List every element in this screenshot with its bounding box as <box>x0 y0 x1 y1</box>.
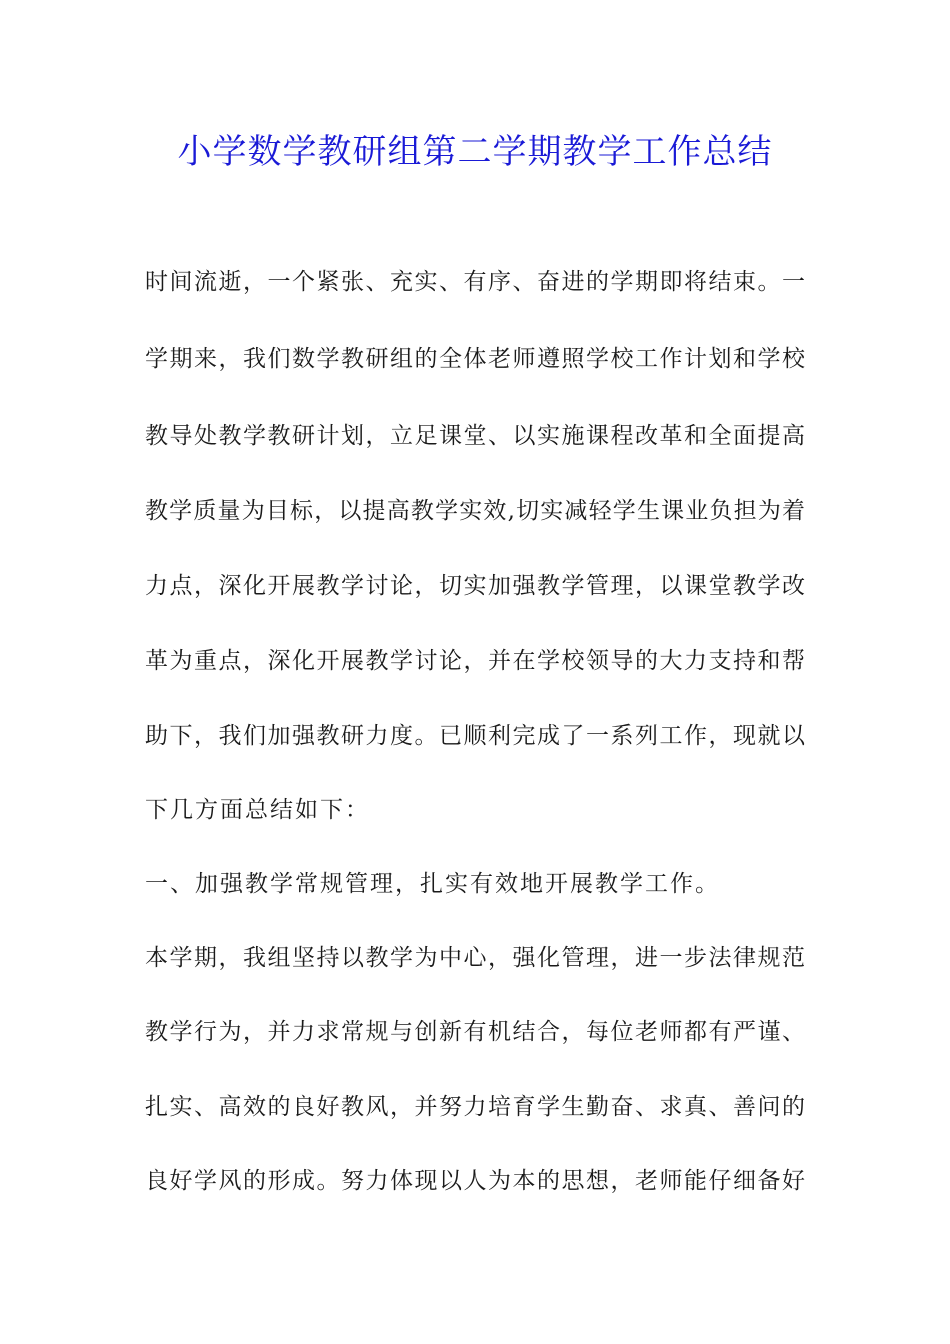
paragraph-line: 时间流逝，一个紧张、充实、有序、奋进的学期即将结束。一 <box>145 269 805 295</box>
paragraph-line: 教学质量为目标，以提高教学实效,切实减轻学生课业负担为着 <box>145 498 805 524</box>
paragraph-line: 教导处教学教研计划，立足课堂、以实施课程改革和全面提高 <box>145 423 805 449</box>
paragraph-line: 学期来，我们数学教研组的全体老师遵照学校工作计划和学校 <box>145 346 805 372</box>
section-heading: 一、加强教学常规管理，扎实有效地开展教学工作。 <box>145 871 720 897</box>
paragraph-line: 本学期，我组坚持以教学为中心，强化管理，进一步法律规范 <box>145 945 805 971</box>
paragraph-line: 革为重点，深化开展教学讨论，并在学校领导的大力支持和帮 <box>145 648 805 674</box>
paragraph-line: 良好学风的形成。努力体现以人为本的思想，老师能仔细备好 <box>145 1168 805 1194</box>
paragraph-line: 教学行为，并力求常规与创新有机结合，每位老师都有严谨、 <box>145 1019 805 1045</box>
paragraph-line: 助下，我们加强教研力度。已顺利完成了一系列工作，现就以 <box>145 723 805 749</box>
paragraph-line: 扎实、高效的良好教风，并努力培育学生勤奋、求真、善问的 <box>145 1094 805 1120</box>
paragraph-line: 力点，深化开展教学讨论，切实加强教学管理，以课堂教学改 <box>145 573 805 599</box>
document-title: 小学数学教研组第二学期教学工作总结 <box>177 132 773 172</box>
paragraph-line: 下几方面总结如下： <box>145 797 370 823</box>
